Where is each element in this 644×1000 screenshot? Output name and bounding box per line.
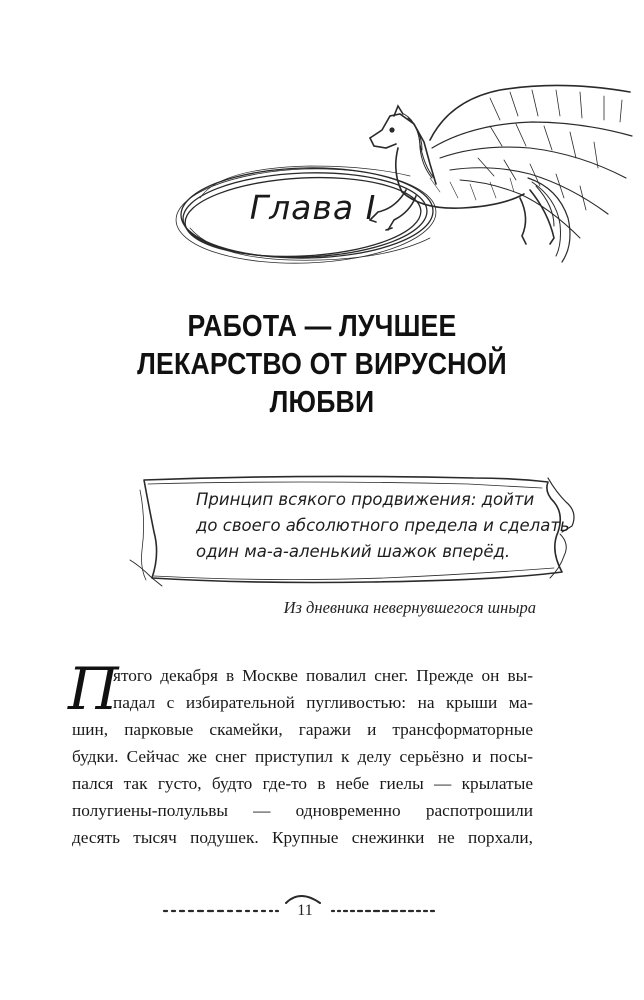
page-number: 11 <box>297 902 313 919</box>
pegasus-drawing <box>370 85 632 262</box>
chapter-illustration <box>160 78 640 288</box>
epigraph-line-2: до своего абсолютного предела и сделать <box>196 516 570 535</box>
epigraph-line-3: один ма-а-аленький шажок вперёд. <box>196 542 511 561</box>
body-line-1: ятого декабря в Москве повалил снег. Прежде он вы- <box>113 666 533 685</box>
body-line-2: падал с избирательной пугливостью: на крыши ма- <box>113 693 533 712</box>
chapter-label: Глава I <box>249 188 377 227</box>
body-line-5: пался так густо, будто где-то в небе гиелы — крылатые <box>72 774 533 793</box>
body-line-6: полугиены-полульвы — одновременно распотрошили <box>72 801 533 820</box>
body-line-3: шин, парковые скамейки, гаражи и трансформаторные <box>72 720 533 739</box>
chapter-title-line-3: ЛЮБВИ <box>269 384 375 419</box>
chapter-title-line-2: ЛЕКАРСТВО ОТ ВИРУСНОЙ <box>137 346 507 381</box>
body-line-7: десять тысяч подушек. Крупные снежинки не порхали, <box>72 828 533 847</box>
epigraph-source: Из дневника невернувшегося шныра <box>283 598 536 617</box>
chapter-title-line-1: РАБОТА — ЛУЧШЕЕ <box>187 308 457 343</box>
epigraph-line-1: Принцип всякого продвижения: дойти <box>196 490 535 509</box>
body-line-4: будки. Сейчас же снег приступил к делу серьёзно и посы- <box>72 747 533 766</box>
drop-cap: П <box>68 655 119 723</box>
